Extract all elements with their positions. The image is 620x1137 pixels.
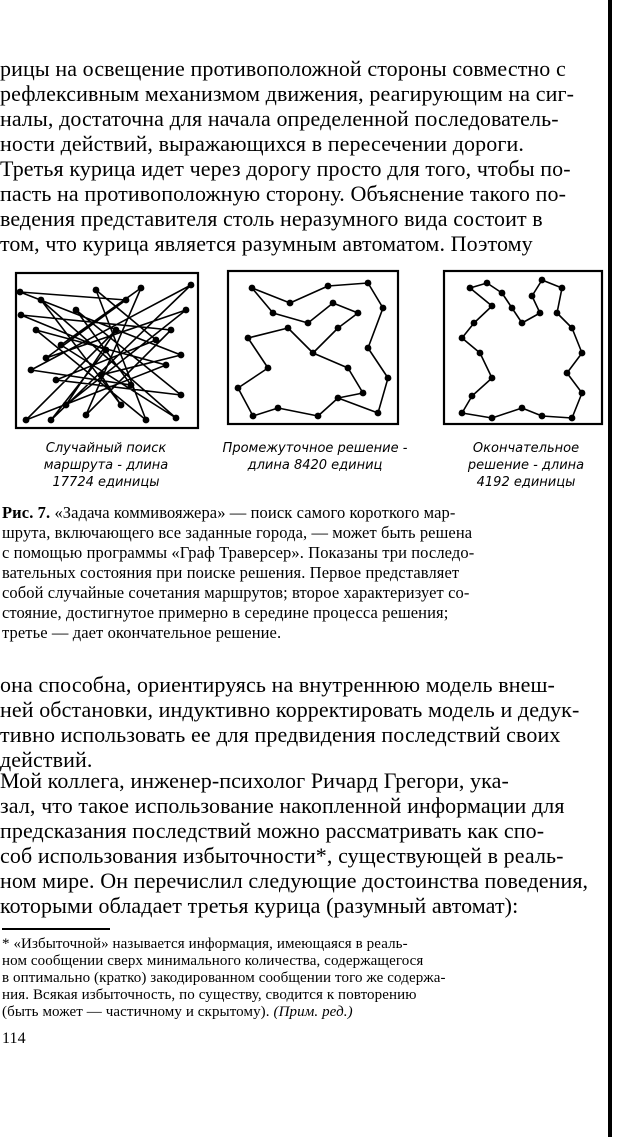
text-line: ности действий, выражающихся в пересечении дороги. xyxy=(0,131,524,156)
text-line: зал, что такое использование накопленной информации для xyxy=(0,793,565,818)
text-line: том, что курица является разумным автоматом. Поэтому xyxy=(0,231,533,256)
panel-label-line: маршрута - длина xyxy=(43,458,169,473)
text-line: налы, достаточна для начала определенной последователь- xyxy=(0,106,559,131)
panel-label-final xyxy=(436,440,616,491)
text-line: Мой коллега, инженер-психолог Ричард Грегори, ука- xyxy=(0,768,509,793)
caption-line: с помощью программы «Граф Траверсер». Показаны три последо- xyxy=(2,543,475,562)
random-route-diagram xyxy=(6,270,206,438)
footnote-line: в оптимально (кратко) закодированном сообщении того же содержа- xyxy=(2,970,446,986)
caption-line: собой случайные сочетания маршрутов; второе характеризует со- xyxy=(2,583,470,602)
text-line: Третья курица идет через дорогу просто для того, чтобы по- xyxy=(0,156,571,181)
panel-label-line: 17724 единицы xyxy=(52,475,160,490)
editor-note: (Прим. ред.) xyxy=(273,1004,353,1020)
text-line: которыми обладает третья курица (разумный автомат): xyxy=(0,893,519,918)
text-line: действий. xyxy=(0,747,93,772)
footnote-line: * «Избыточной» называется информация, имеющаяся в реаль- xyxy=(2,936,408,952)
page-number: 114 xyxy=(2,1030,26,1047)
footnote-line xyxy=(2,1004,353,1021)
caption-line: стояние, достигнутое примерно в середине процесса решения; xyxy=(2,603,449,622)
footnote-text: (быть может — частичному и скрытому). xyxy=(2,1004,274,1020)
page-edge-line xyxy=(608,0,612,1137)
panel-label-line: Промежуточное решение - xyxy=(222,441,408,456)
caption-label: Рис. 7. xyxy=(2,503,51,522)
panel-label-line: Случайный поиск xyxy=(45,441,167,456)
text-line: тивно использовать ее для предвидения последствий своих xyxy=(0,722,561,747)
caption-line: вательных состояния при поиске решения. Первое представляет xyxy=(2,563,460,582)
text-line: она способна, ориентируясь на внутреннюю модель внеш- xyxy=(0,672,555,697)
text-line: ном мире. Он перечислил следующие достоинства поведения, xyxy=(0,868,589,893)
panel-label-intermediate xyxy=(210,440,420,474)
text-line: рефлексивным механизмом движения, реагирующим на сиг- xyxy=(0,81,575,106)
panel-label-random xyxy=(16,440,196,491)
text-line: рицы на освещение противоположной стороны совместно с xyxy=(0,56,566,81)
footnote-line: ния. Всякая избыточность, по существу, сводится к повторению xyxy=(2,987,417,1003)
text-line: предсказания последствий можно рассматривать как спо- xyxy=(0,818,545,843)
final-route-diagram xyxy=(432,268,612,434)
text-line: ведения представителя столь неразумного вида состоит в xyxy=(0,206,543,231)
caption-line xyxy=(2,504,455,522)
text-line: пасть на противоположную сторону. Объяснение такого по- xyxy=(0,181,567,206)
caption-line: шрута, включающего все заданные города, — может быть решена xyxy=(2,523,473,542)
text-line: соб использования избыточности*, существующей в реаль- xyxy=(0,843,564,868)
panel-label-line: 4192 единицы xyxy=(476,475,576,490)
panel-label-line: решение - длина xyxy=(467,458,585,473)
footnote-line: ном сообщении сверх минимального количества, содержащегося xyxy=(2,953,424,969)
footnote-separator xyxy=(2,928,110,930)
caption-line: третье — дает окончательное решение. xyxy=(2,623,282,642)
caption-text: «Задача коммивояжера» — поиск самого короткого мар- xyxy=(50,503,456,522)
text-line: ней обстановки, индуктивно корректировать модель и дедук- xyxy=(0,697,580,722)
intermediate-route-diagram xyxy=(218,268,408,434)
panel-label-line: Окончательное xyxy=(472,441,580,456)
panel-label-line: длина 8420 единиц xyxy=(247,458,383,473)
